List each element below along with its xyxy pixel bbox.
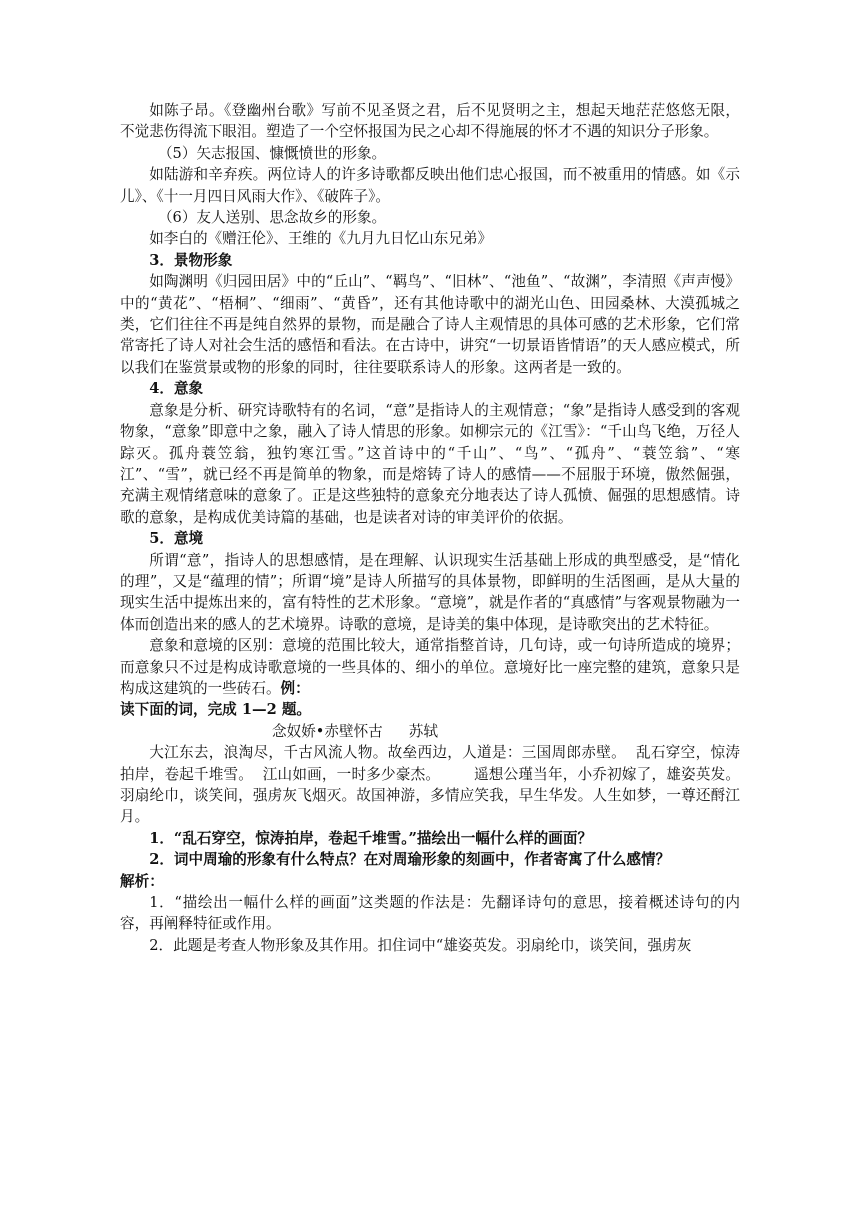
answer-2: 2．此题是考查人物形象及其作用。扣住词中“雄姿英发。羽扇纶巾，谈笑间，强虏灰 — [149, 936, 692, 954]
question-1: 1．“乱石穿空，惊涛拍岸，卷起千堆雪。”描绘出一幅什么样的画面？ — [149, 829, 593, 847]
difference-text: 意象和意境的区别：意境的范围比较大，通常指整首诗，几句诗，或一句诗所造成的境界；而意象只不过是构成诗歌意境的一些具体的、细小的单位。意境好比一座完整的建筑，意象只是构成这建筑的一些砖石。 — [120, 637, 740, 697]
paragraph-difference — [120, 635, 740, 699]
item-heading-5: （5）矢志报国、慷慨愤世的形象。 — [157, 144, 387, 162]
poem-author: 苏轼 — [408, 722, 438, 740]
paragraph-li-bai-wang-wei: 如李白的《赠汪伦》、王维的《九月九日忆山东兄弟》 — [149, 230, 493, 248]
poem-body: 大江东去，浪淘尽，千古风流人物。故垒西边，人道是：三国周郎赤壁。 乱石穿空，惊涛拍岸，卷起千堆雪。 江山如画，一时多少豪杰。 遥想公瑾当年，小乔初嫁了，雄姿英发。羽扇纶巾，谈笑间，强虏灰飞烟灭。故国神游，多情应笑我，早生华发。人生如梦，一尊还酹江月。 — [120, 744, 740, 826]
section-heading-5: 5．意境 — [149, 530, 204, 548]
paragraph-chen-ziang: 如陈子昂。《登幽州台歌》写前不见圣贤之君，后不见贤明之主，想起天地茫茫悠悠无限，不觉悲伤得流下眼泪。塑造了一个空怀报国为民之心却不得施展的怀才不遇的知识分子形象。 — [120, 102, 740, 141]
poem-title-line — [120, 721, 740, 742]
answer-1: 1．“描绘出一幅什么样的画面”这类题的作法是：先翻译诗句的意思，接着概述诗句的内容，再阐释特征或作用。 — [120, 894, 740, 933]
section-heading-4: 4．意象 — [149, 380, 204, 398]
paragraph-lu-you-xin-qiji: 如陆游和辛弃疾。两位诗人的许多诗歌都反映出他们忠心报国，而不被重用的情感。如《示儿》、《十一月四日风雨大作》、《破阵子》。 — [120, 166, 740, 205]
paragraph-yijing: 所谓“意”，指诗人的思想感情，是在理解、认识现实生活基础上形成的典型感受，是“情化的理”，又是“蕴理的情”；所谓“境”是诗人所描写的具体景物，即鲜明的生活图画，是从大量的现实生活中提炼出来的，富有特性的艺术形象。“意境”，就是作者的“真感情”与客观景物融为一体而创造出来的感人的艺术境界。诗歌的意境，是诗美的集中体现，是诗歌突出的艺术特征。 — [120, 551, 740, 633]
example-label: 例： — [280, 679, 310, 697]
poem-title: 念奴娇•赤壁怀古 — [272, 722, 383, 740]
analysis-label: 解析： — [120, 872, 164, 890]
example-intro: 读下面的词，完成 1—2 题。 — [120, 701, 312, 719]
item-heading-6: （6）友人送别、思念故乡的形象。 — [157, 209, 387, 227]
question-2: 2．词中周瑜的形象有什么特点？在对周瑜形象的刻画中，作者寄寓了什么感情？ — [149, 851, 671, 869]
document-page — [120, 100, 740, 956]
paragraph-scenery-image: 如陶渊明《归园田居》中的“丘山”、“羁鸟”、“旧林”、“池鱼”、“故渊”，李清照《声声慢》中的“黄花”、“梧桐”、“细雨”、“黄昏”，还有其他诗歌中的湖光山色、田园桑林、大漠孤城之类，它们往往不再是纯自然界的景物，而是融合了诗人主观情思的具体可感的艺术形象，它们常常寄托了诗人对社会生活的感悟和看法。在古诗中，讲究“一切景语皆情语”的天人感应模式，所以我们在鉴赏景或物的形象的同时，往往要联系诗人的形象。这两者是一致的。 — [120, 273, 740, 376]
section-heading-3: 3．景物形象 — [149, 251, 233, 269]
paragraph-yixiang: 意象是分析、研究诗歌特有的名词，“意”是指诗人的主观情意；“象”是指诗人感受到的客观物象，“意象”即意中之象，融入了诗人情思的形象。如柳宗元的《江雪》：“千山鸟飞绝，万径人踪灭。孤舟蓑笠翁，独钓寒江雪。”这首诗中的“千山”、“鸟”、“孤舟”、“蓑笠翁”、“寒江”、“雪”，就已经不再是简单的物象，而是熔铸了诗人的感情——不屈服于环境，傲然倔强，充满主观情绪意味的意象了。正是这些独特的意象充分地表达了诗人孤愤、倔强的思想感情。诗歌的意象，是构成优美诗篇的基础，也是读者对诗的审美评价的依据。 — [120, 401, 740, 526]
